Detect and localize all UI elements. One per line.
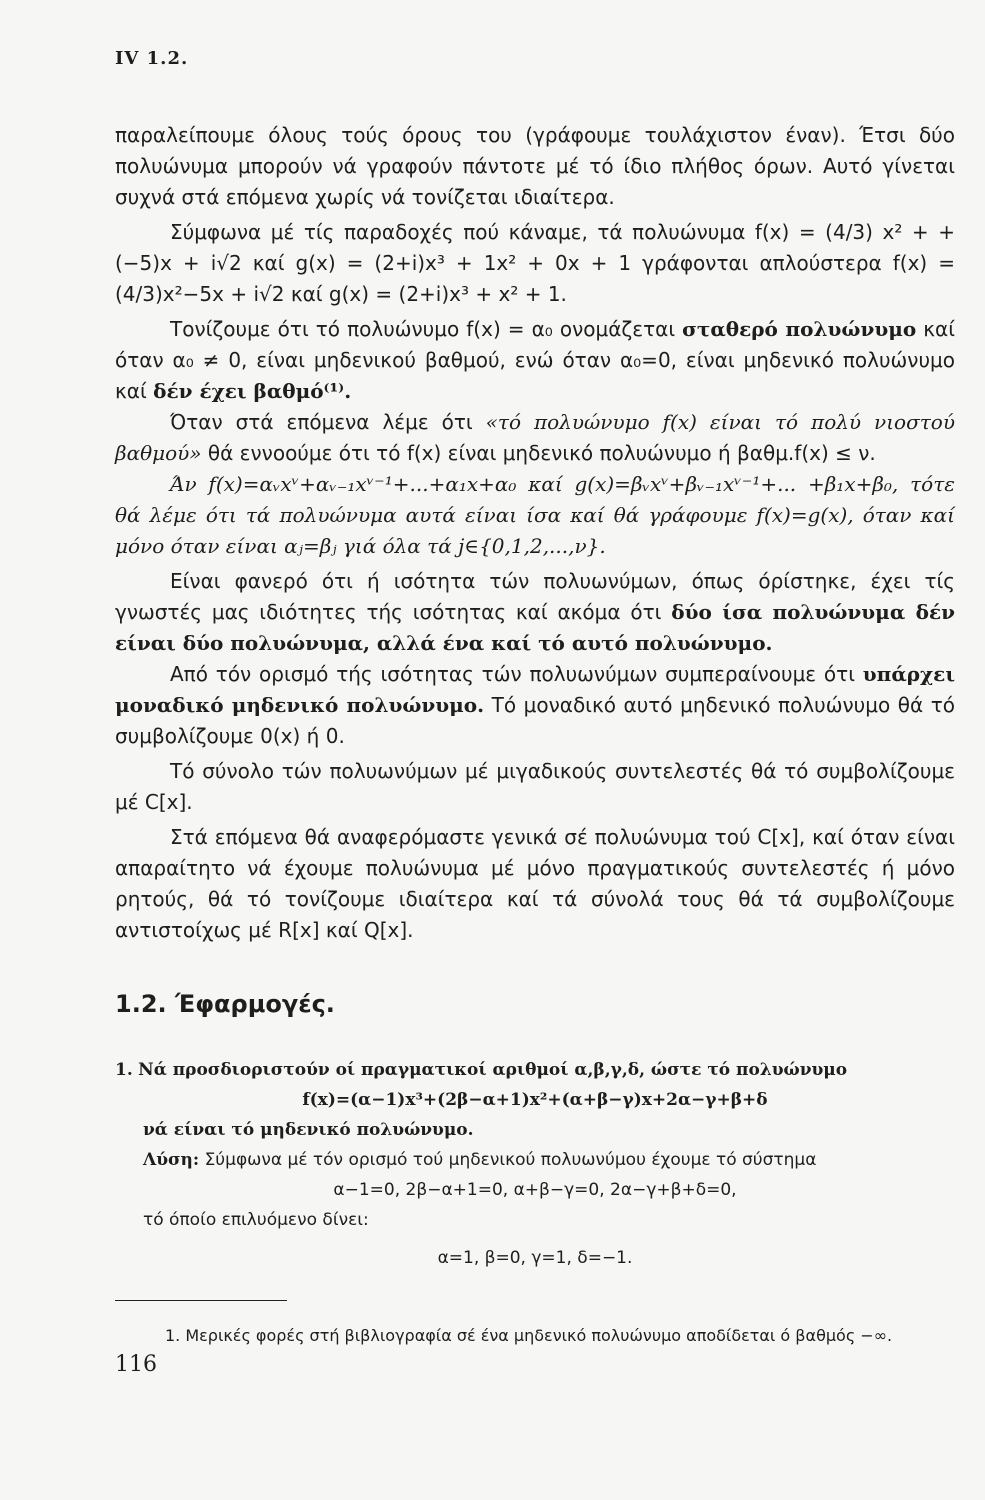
- paragraph-4: [115, 407, 955, 469]
- solution-text: Σύμφωνα μέ τόν ορισμό τού μηδενικού πολυωνύμου έχουμε τό σύστημα: [204, 1150, 817, 1170]
- paragraph-3: [115, 314, 955, 407]
- p7-bold-unique-zero: υπάρχει μοναδικό μηδενικό πολυώνυμο.: [115, 662, 955, 717]
- p3-bold-no-degree: δέν έχει βαθμό⁽¹⁾.: [153, 379, 352, 403]
- solution-line: [115, 1145, 955, 1175]
- p4-italic-quote: «τό πολυώνυμο f(x) είναι τό πολύ νιοστού βαθμού»: [115, 410, 955, 465]
- application-formula: f(x)=(α−1)x³+(2β−α+1)x²+(α+β−γ)x+2α−γ+β+δ: [302, 1090, 768, 1110]
- p3-bold-constant-polynomial: σταθερό πολυώνυμο: [682, 317, 917, 341]
- running-header: IV 1.2.: [115, 48, 189, 69]
- application-1: [115, 1055, 955, 1273]
- solution-system: α−1=0, 2β−α+1=0, α+β−γ=0, 2α−γ+β+δ=0,: [333, 1180, 737, 1200]
- application-prompt-text: Νά προσδιοριστούν οί πραγματικοί αριθμοί α,β,γ,δ, ώστε τό πολυώνυμο: [138, 1060, 848, 1080]
- paragraph-2: Σύμφωνα μέ τίς παραδοχές πού κάναμε, τά πολυώνυμα f(x) = (4/3) x² + + (−5)x + i√2 καί g(x) = (2+i)x³ + 1x² + 0x + 1 γράφονται απλούστερα f(x) = (4/3)x²−5x + i√2 καί g(x) = (2+i)x³ + x² + 1.: [115, 220, 955, 306]
- paragraph-5-equality-definition: Άν f(x)=αᵥxᵛ+αᵥ₋₁xᵛ⁻¹+...+α₁x+α₀ καί g(x)=βᵥxᵛ+βᵥ₋₁xᵛ⁻¹+... +β₁x+β₀, τότε θά λέμε ότι τά πολυώνυμα αυτά είναι ίσα καί θά γράφουμε f(x)=g(x), όταν καί μόνο όταν είναι αⱼ=βⱼ γιά όλα τά j∈{0,1,2,...,ν}.: [115, 472, 955, 558]
- p7-text-c: Τό μοναδικό αυτό μηδενικό πολυώνυμο θά τό συμβολίζουμε 0(x) ή 0.: [115, 693, 955, 748]
- p3-text-c: καί όταν α₀ ≠ 0, είναι μηδενικού βαθμού, ενώ όταν α₀=0, είναι μηδενικό πολυώνυμο καί: [115, 317, 956, 403]
- p6-bold-statement: δύο ίσα πολυώνυμα δέν είναι δύο πολυώνυμα, αλλά ένα καί τό αυτό πολυώνυμο.: [115, 600, 956, 655]
- page-number: 116: [115, 1352, 157, 1377]
- p3-text-a: Τονίζουμε ότι τό πολυώνυμο f(x) = α₀ ονομάζεται: [170, 317, 676, 341]
- application-prompt: [115, 1055, 955, 1085]
- footnote-rule: [115, 1300, 287, 1301]
- paragraph-6: [115, 566, 955, 659]
- solution-solve-text: τό όποίο επιλυόμενο δίνει:: [143, 1210, 369, 1230]
- paragraph-1: παραλείπουμε όλους τούς όρους του (γράφουμε τουλάχιστον έναν). Έτσι δύο πολυώνυμα μπορούν νά γραφούν πάντοτε μέ τό ίδιο πλήθος όρων. Αυτό γίνεται συχνά στά επόμενα χωρίς νά τονίζεται ιδιαίτερα.: [115, 123, 955, 209]
- p4-text-c: θά εννοούμε ότι τό f(x) είναι μηδενικό πολυώνυμο ή βαθμ.f(x) ≤ ν.: [207, 441, 876, 465]
- p6-text-a: Είναι φανερό ότι ή ισότητα τών πολυωνύμων, όπως όρίστηκε, έχει τίς γνωστές μας ιδιότητες τής ισότητας καί ακόμα ότι: [115, 569, 955, 624]
- application-number: 1.: [115, 1060, 133, 1080]
- p7-text-a: Από τόν ορισμό τής ισότητας τών πολυωνύμων συμπεραίνουμε ότι: [170, 662, 855, 686]
- paragraph-9: Στά επόμενα θά αναφερόμαστε γενικά σέ πολυώνυμα τού C[x], καί όταν είναι απαραίτητο νά έχουμε πολυώνυμα μέ μόνο πραγματικούς συντελεστές ή μόνο ρητούς, θά τό τονίζουμε ιδιαίτερα καί τά σύνολά τους θά τά συμβολίζουμε αντιστοίχως μέ R[x] καί Q[x].: [115, 825, 955, 942]
- paragraph-7: [115, 659, 955, 752]
- solution-label: Λύση:: [143, 1150, 200, 1170]
- section-title: 1.2. Έφαρμογές.: [115, 990, 335, 1018]
- p4-text-a: Όταν στά επόμενα λέμε ότι: [170, 410, 473, 434]
- paragraph-8: Τό σύνολο τών πολυωνύμων μέ μιγαδικούς συντελεστές θά τό συμβολίζουμε μέ C[x].: [115, 759, 955, 814]
- solution-result: α=1, β=0, γ=1, δ=−1.: [437, 1248, 633, 1268]
- footnote: 1. Μερικές φορές στή βιβλιογραφία σέ ένα μηδενικό πολυώνυμο αποδίδεται ό βαθμός −∞.: [165, 1326, 893, 1345]
- application-prompt-end: νά είναι τό μηδενικό πολυώνυμο.: [143, 1120, 474, 1140]
- main-text: [115, 120, 955, 946]
